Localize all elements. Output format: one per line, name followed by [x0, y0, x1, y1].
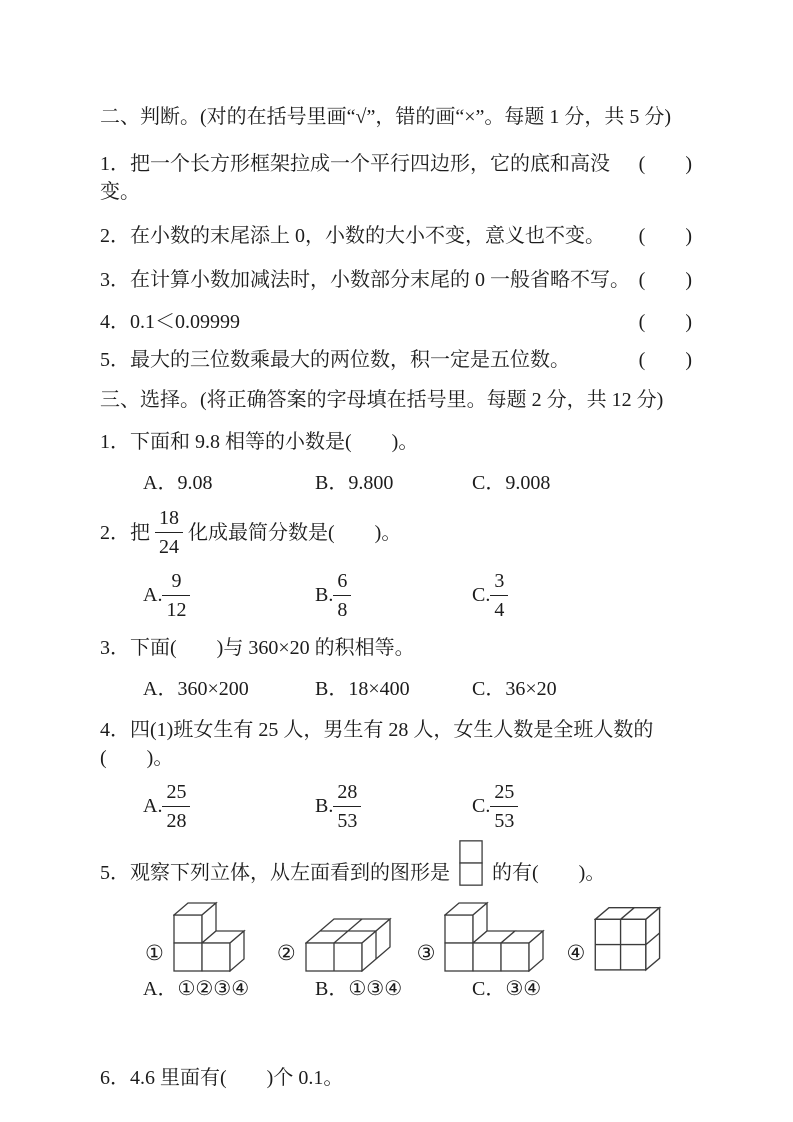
choice-q4-options: [100, 778, 692, 835]
option-a: [143, 778, 315, 835]
choice-q5-figures: [100, 894, 692, 972]
choice-q2-stem: [100, 504, 692, 561]
choice-q2-options: [100, 567, 692, 624]
solid-figure-2: [277, 916, 393, 972]
option-c: [472, 778, 692, 835]
answer-paren: ( ): [638, 311, 692, 333]
fraction-numerator: 9: [162, 567, 190, 596]
figure-label: ②: [276, 941, 296, 965]
judge-item-text: 4．0.1＜0.09999: [100, 311, 240, 333]
solid-figure-3: [417, 900, 547, 972]
fraction-denominator: 24: [159, 536, 179, 558]
answer-paren: ( ): [638, 269, 692, 291]
fraction-denominator: 53: [494, 810, 515, 832]
choice-q6-stem: 6．4.6 里面有( )个 0.1。: [100, 1067, 344, 1089]
fraction-denominator: 12: [166, 599, 187, 621]
option-c: C．36×20: [472, 678, 557, 700]
fraction: [490, 778, 518, 835]
answer-paren: ( ): [638, 225, 692, 247]
judge-item-2: [100, 222, 692, 250]
option-b: [315, 778, 472, 835]
fraction-numerator: 28: [333, 778, 361, 807]
fraction-denominator: 53: [337, 810, 358, 832]
fraction-denominator: 4: [494, 599, 505, 621]
option-a: [143, 567, 315, 624]
option-b: B．①③④: [315, 978, 403, 1000]
judge-item-text: 2．在小数的末尾添上 0，小数的大小不变，意义也不变。: [100, 225, 605, 247]
choice-q5-options: [100, 975, 692, 1003]
fraction-numerator: 6: [333, 567, 351, 596]
option-b: B．9.800: [315, 472, 394, 494]
judge-item-1: [100, 150, 692, 206]
judge-item-3: [100, 266, 692, 294]
fraction: [490, 567, 508, 624]
cube-figure-1-icon: [173, 900, 247, 972]
judge-section-heading: 二、判断。(对的在括号里画“√”，错的画“×”。每题 1 分，共 5 分): [100, 106, 672, 128]
option-label: A.: [143, 795, 163, 817]
option-a: A．360×200: [143, 678, 249, 700]
option-label: C.: [472, 584, 491, 606]
judge-item-text: 5．最大的三位数乘最大的两位数，积一定是五位数。: [100, 349, 570, 371]
option-a: A．①②③④: [143, 978, 250, 1000]
cube-figure-2-icon: [305, 916, 393, 972]
option-label: A.: [143, 584, 163, 606]
solid-figure-1: [145, 900, 247, 972]
option-label: B.: [315, 795, 334, 817]
stem-text: 2．把: [100, 521, 150, 544]
fraction-numerator: 25: [162, 778, 190, 807]
figure-label: ④: [566, 941, 586, 965]
cube-figure-3-icon: [444, 900, 546, 972]
figure-label: ③: [416, 941, 436, 965]
answer-paren: ( ): [638, 153, 692, 175]
fraction: [162, 778, 190, 835]
option-label: B.: [315, 584, 334, 606]
option-c: C．9.008: [472, 472, 551, 494]
option-a: A．9.08: [143, 472, 213, 494]
choice-q4-stem: 4．四(1)班女生有 25 人，男生有 28 人，女生人数是全班人数的( )。: [100, 719, 654, 769]
fraction: [333, 567, 351, 624]
choice-q1-stem: 1．下面和 9.8 相等的小数是( )。: [100, 431, 419, 453]
figure-label: ①: [145, 941, 164, 965]
fraction-numerator: 25: [490, 778, 518, 807]
judge-item-5: [100, 346, 692, 374]
solid-figure-4: [566, 894, 664, 972]
fraction: [162, 567, 190, 624]
choice-q1-options: [100, 469, 692, 497]
option-label: C.: [472, 795, 491, 817]
fraction-numerator: 18: [155, 504, 183, 533]
choice-q3-stem: 3．下面( )与 360×20 的积相等。: [100, 637, 415, 659]
cube-figure-4-icon: [594, 894, 664, 972]
judge-item-text: 1．把一个长方形框架拉成一个平行四边形，它的底和高没变。: [100, 153, 610, 203]
option-c: [472, 567, 692, 624]
stem-text: 的有( )。: [492, 862, 606, 884]
view-shape-icon: [458, 839, 484, 887]
judge-item-4: [100, 308, 692, 336]
fraction-denominator: 28: [166, 810, 187, 832]
stem-text: 化成最简分数是( )。: [188, 521, 402, 544]
option-b: [315, 567, 472, 624]
option-b: B．18×400: [315, 678, 410, 700]
judge-item-text: 3．在计算小数加减法时，小数部分末尾的 0 一般省略不写。: [100, 269, 630, 291]
choice-q5-stem: [100, 839, 692, 887]
fraction-denominator: 8: [337, 599, 348, 621]
fraction-numerator: 3: [490, 567, 508, 596]
choice-section-heading: 三、选择。(将正确答案的字母填在括号里。每题 2 分，共 12 分): [100, 389, 664, 411]
option-c: C．③④: [472, 978, 542, 1000]
fraction: [333, 778, 361, 835]
choice-q3-options: [100, 675, 692, 703]
fraction: [155, 504, 183, 561]
answer-paren: ( ): [638, 349, 692, 371]
stem-text: 5．观察下列立体，从左面看到的图形是: [100, 862, 450, 884]
